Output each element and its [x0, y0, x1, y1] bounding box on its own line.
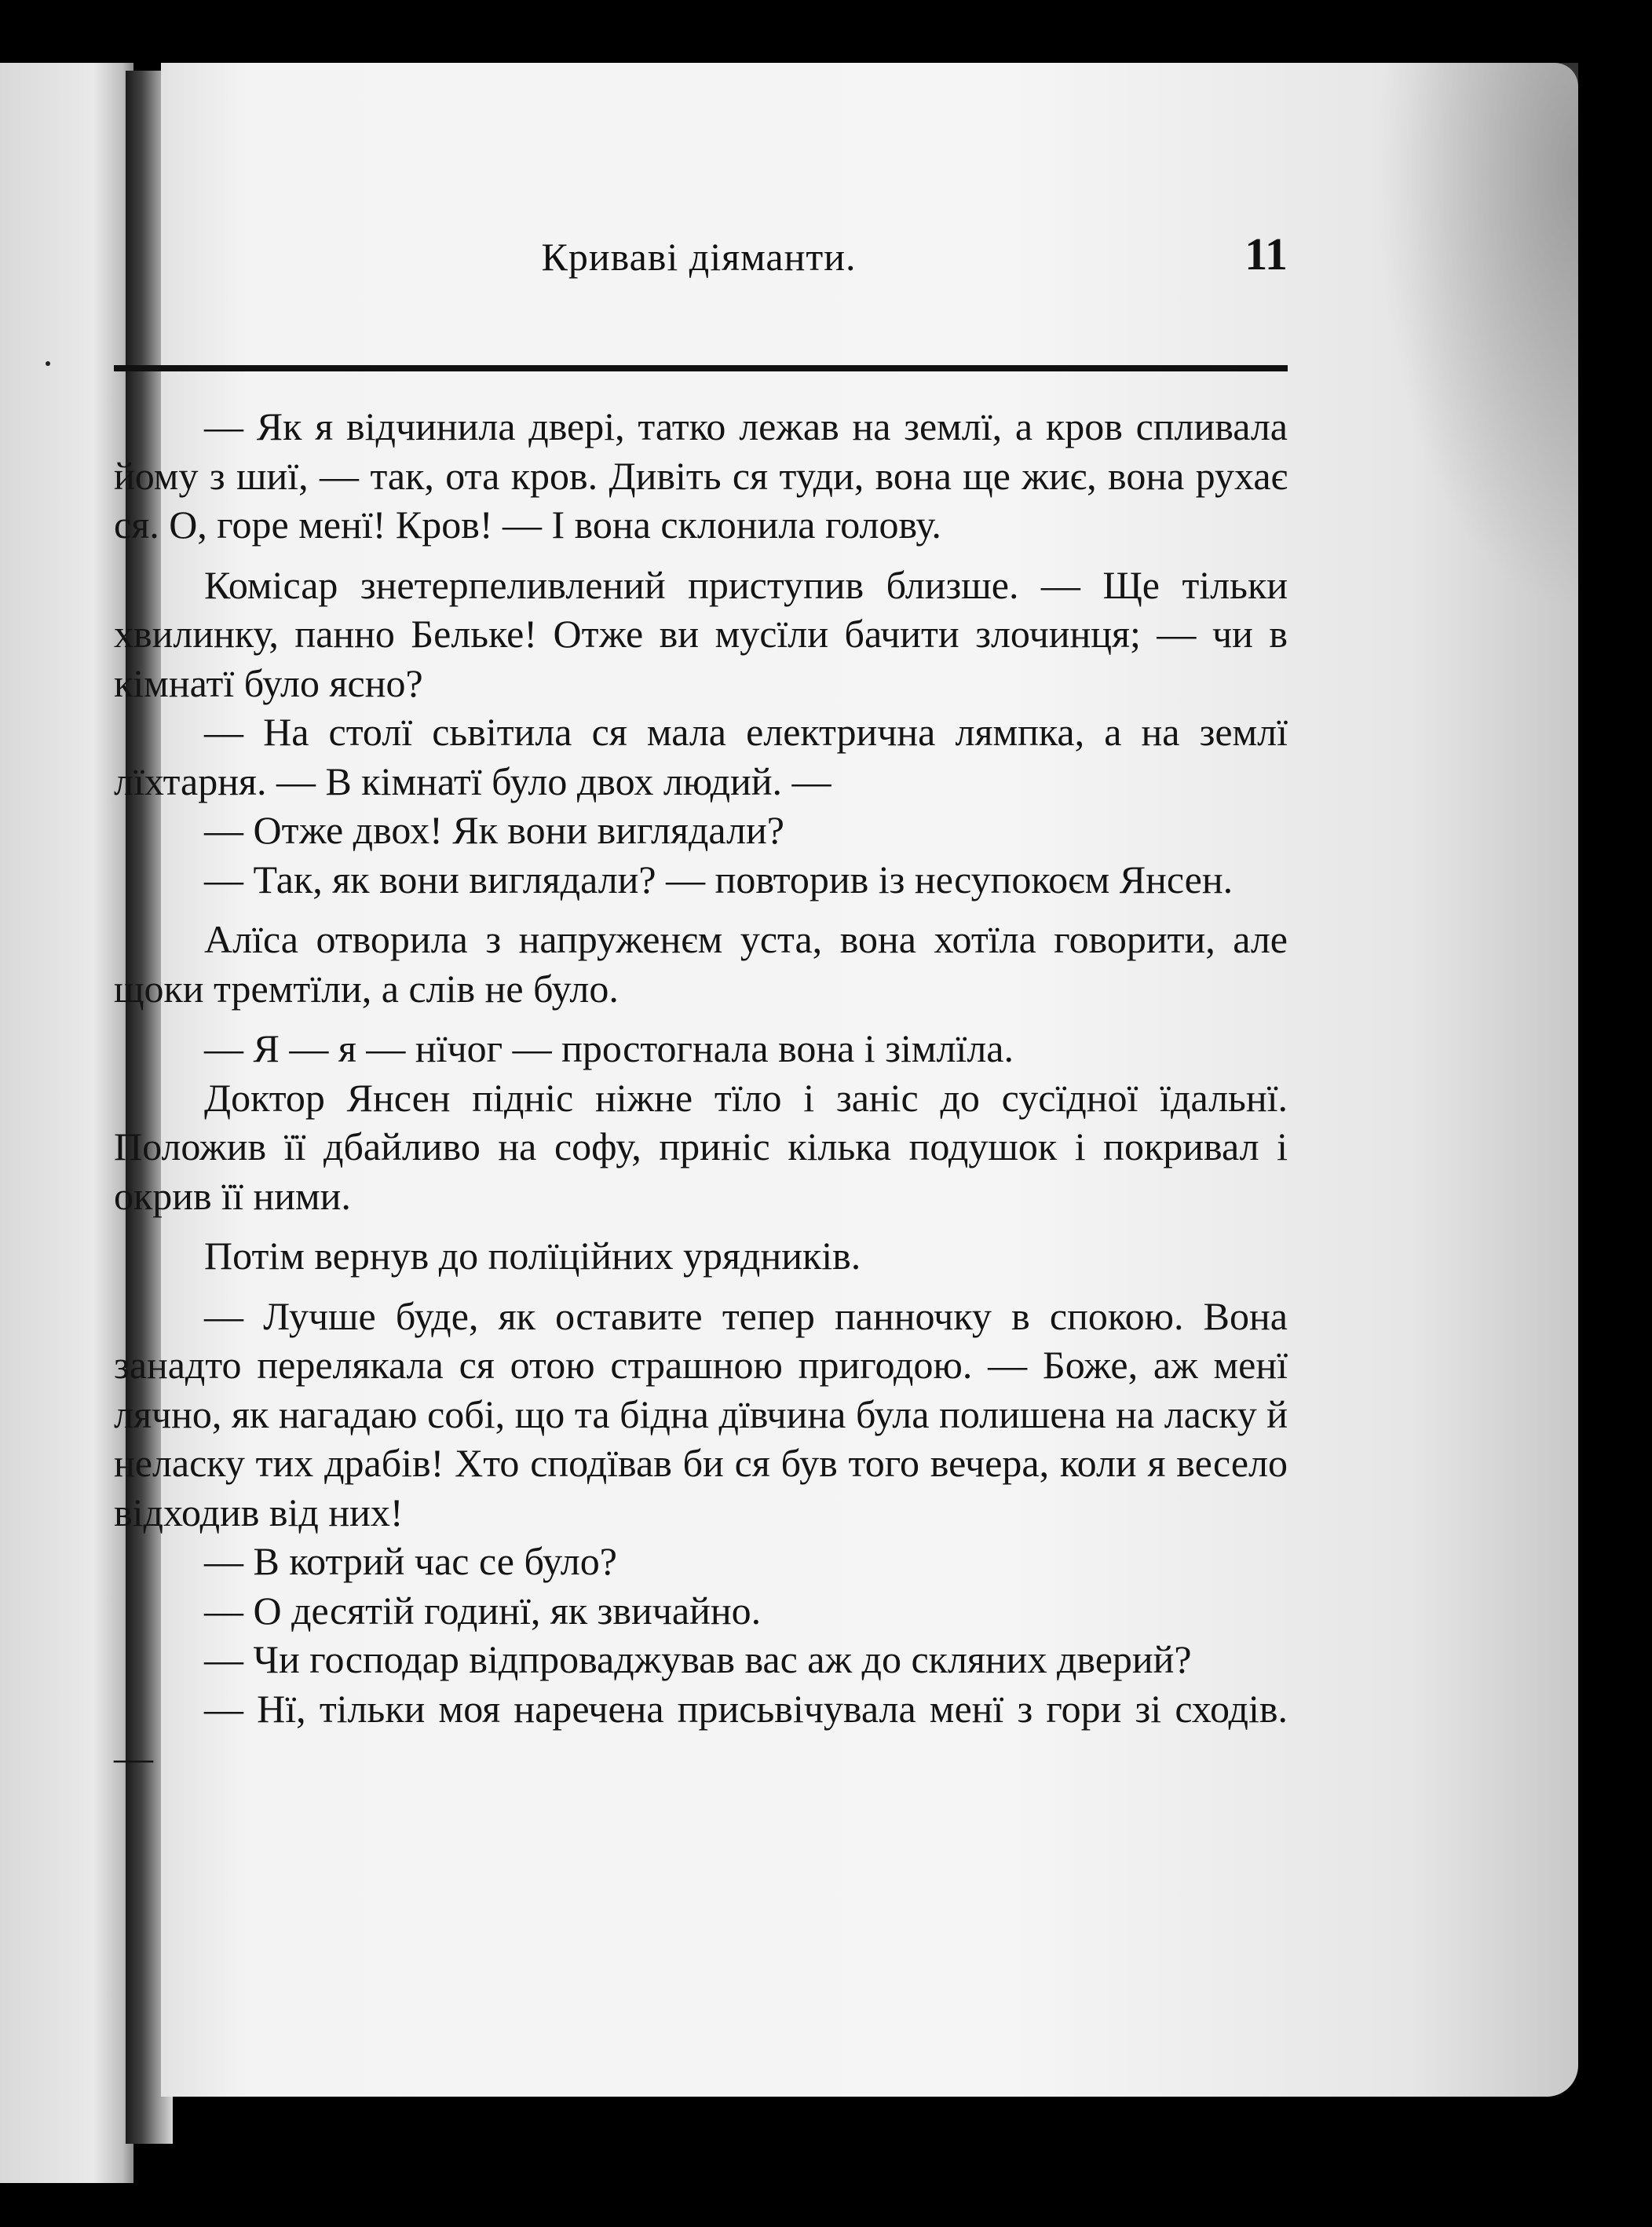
paragraph: — Нї, тільки моя наречена присьвічувала менї з гори зі сходів. — [114, 1686, 1288, 1779]
paragraph: — Лучше буде, як оставите тепер панночку в спокою. Вона занадто перелякала ся отою страшною пригодою. — Боже, аж менї лячно, як нагадаю собі, що та бідна дївчина була полишена на ласку й неласку тих драбів! Хто сподївав би ся був того вечера, коли я весело відходив від них! [114, 1293, 1288, 1534]
paragraph: — О десятій годинї, як звичайно. [204, 1588, 762, 1633]
paragraph: — На столї сьвітила ся мала електрична лямпка, а на землї лїхтарня. — В кімнатї було двох людий. — [114, 710, 1288, 803]
paragraph: — Отже двох! Як вони виглядали? [204, 808, 784, 852]
paragraph: Потім вернув до полїційних урядників. [204, 1234, 861, 1278]
header-rule [114, 365, 1288, 371]
paragraph: — Як я відчинила двері, татко лежав на землї, а кров спливала йому з шиї, — так, ота кров. Дивіть ся туди, вона ще жиє, вона рухає ся. О, горе менї! Кров! — І вона склонила голову. [114, 404, 1288, 547]
paragraph: Комісар знетерпеливлений приступив близше. — Ще тільки хвилинку, панно Бельке! Отже ви мусїли бачити злочинця; — чи в кімнатї було ясно? [114, 562, 1288, 705]
paragraph: — Чи господар відпроваджував вас аж до скляних дверий? [204, 1637, 1192, 1681]
page-header [110, 220, 1288, 306]
page-number: 11 [1244, 229, 1288, 280]
paragraph: — Я — я — нїчог — простогнала вона і зімлїла. [204, 1026, 1014, 1070]
paragraph: Доктор Янсен підніс ніжне тїло і заніс до сусїдної їдальнї. Положив її дбайливо на софу, приніс кілька подушок і покривал і окрив її ними. [114, 1075, 1288, 1218]
left-page-mark [46, 361, 50, 366]
paragraph: Алїса отворила з напруженєм уста, вона хотїла говорити, але щоки тремтїли, а слів не було. [114, 917, 1288, 1011]
running-title: Криваві діяманти. [541, 235, 857, 279]
body-text [114, 402, 1288, 1783]
paragraph: — Так, як вони виглядали? — повторив із несупокоєм Янсен. [204, 857, 1234, 901]
paragraph: — В котрий час се було? [204, 1539, 617, 1583]
